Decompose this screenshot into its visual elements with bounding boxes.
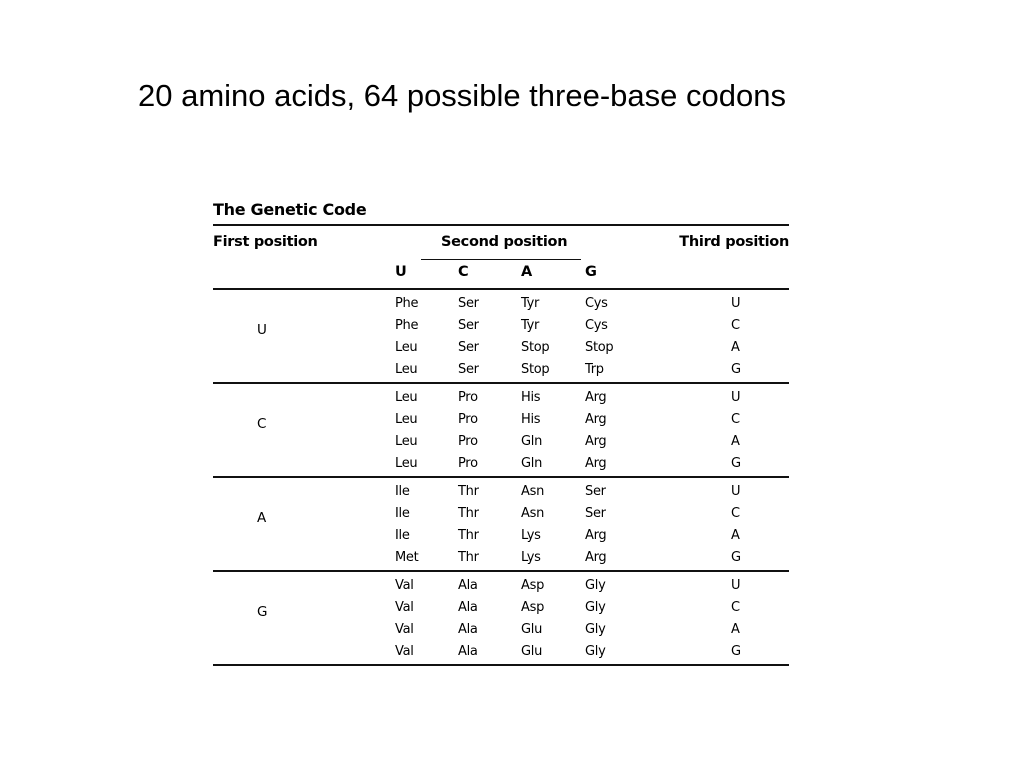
table-caption: The Genetic Code bbox=[213, 200, 367, 219]
third-position-cell: U bbox=[731, 578, 741, 593]
amino-acid-cell: Gln bbox=[521, 434, 543, 449]
amino-acid-cell: Ala bbox=[458, 600, 478, 615]
amino-acid-cell: Val bbox=[395, 600, 414, 615]
third-position-cell: A bbox=[731, 622, 740, 637]
amino-acid-cell: Asn bbox=[521, 484, 545, 499]
third-position-cell: U bbox=[731, 484, 741, 499]
amino-acid-cell: Ala bbox=[458, 644, 478, 659]
amino-acid-cell: Cys bbox=[585, 318, 608, 333]
third-position-cell: C bbox=[731, 600, 740, 615]
amino-acid-cell: His bbox=[521, 390, 541, 405]
amino-acid-cell: Gly bbox=[585, 578, 606, 593]
amino-acid-cell: Leu bbox=[395, 456, 418, 471]
amino-acid-cell: Asp bbox=[521, 578, 545, 593]
amino-acid-cell: Pro bbox=[458, 434, 478, 449]
amino-acid-cell: Cys bbox=[585, 296, 608, 311]
amino-acid-cell: Arg bbox=[585, 456, 607, 471]
third-position-cell: U bbox=[731, 296, 741, 311]
first-position-label: G bbox=[257, 604, 268, 620]
amino-acid-cell: Glu bbox=[521, 622, 543, 637]
amino-acid-cell: Ser bbox=[458, 296, 479, 311]
amino-acid-cell: Ala bbox=[458, 622, 478, 637]
third-position-cell: G bbox=[731, 362, 741, 377]
amino-acid-cell: Val bbox=[395, 622, 414, 637]
amino-acid-cell: Val bbox=[395, 578, 414, 593]
amino-acid-cell: Glu bbox=[521, 644, 543, 659]
codon-group bbox=[213, 478, 789, 572]
third-position-cell: C bbox=[731, 412, 740, 427]
amino-acid-cell: Ile bbox=[395, 528, 410, 543]
amino-acid-cell: Pro bbox=[458, 412, 478, 427]
amino-acid-cell: Ala bbox=[458, 578, 478, 593]
amino-acid-cell: Arg bbox=[585, 550, 607, 565]
amino-acid-cell: Ile bbox=[395, 484, 410, 499]
codon-group bbox=[213, 384, 789, 478]
amino-acid-cell: Ser bbox=[585, 484, 606, 499]
third-position-cell: G bbox=[731, 550, 741, 565]
amino-acid-cell: Thr bbox=[458, 528, 479, 543]
amino-acid-cell: Stop bbox=[585, 340, 614, 355]
third-position-cell: U bbox=[731, 390, 741, 405]
table-header bbox=[213, 226, 789, 288]
third-position-cell: C bbox=[731, 506, 740, 521]
amino-acid-cell: Thr bbox=[458, 506, 479, 521]
amino-acid-cell: Asn bbox=[521, 506, 545, 521]
amino-acid-cell: Stop bbox=[521, 340, 550, 355]
amino-acid-cell: Pro bbox=[458, 456, 478, 471]
slide-title: 20 amino acids, 64 possible three-base codons bbox=[138, 78, 786, 113]
second-base-c: C bbox=[458, 264, 469, 280]
amino-acid-cell: Arg bbox=[585, 434, 607, 449]
codon-group bbox=[213, 288, 789, 384]
amino-acid-cell: Stop bbox=[521, 362, 550, 377]
amino-acid-cell: Lys bbox=[521, 550, 541, 565]
amino-acid-cell: Arg bbox=[585, 528, 607, 543]
amino-acid-cell: Phe bbox=[395, 318, 419, 333]
amino-acid-cell: Leu bbox=[395, 340, 418, 355]
amino-acid-cell: Arg bbox=[585, 412, 607, 427]
amino-acid-cell: Thr bbox=[458, 550, 479, 565]
amino-acid-cell: Tyr bbox=[521, 296, 540, 311]
amino-acid-cell: Ser bbox=[458, 340, 479, 355]
amino-acid-cell: Leu bbox=[395, 412, 418, 427]
first-position-label: A bbox=[257, 510, 267, 526]
amino-acid-cell: Pro bbox=[458, 390, 478, 405]
amino-acid-cell: Leu bbox=[395, 362, 418, 377]
codon-group bbox=[213, 572, 789, 666]
amino-acid-cell: Ser bbox=[458, 318, 479, 333]
genetic-code-table bbox=[213, 198, 789, 666]
codon-groups bbox=[213, 288, 789, 666]
amino-acid-cell: Gly bbox=[585, 644, 606, 659]
amino-acid-cell: Leu bbox=[395, 434, 418, 449]
second-base-a: A bbox=[521, 264, 532, 280]
amino-acid-cell: Tyr bbox=[521, 318, 540, 333]
amino-acid-cell: Arg bbox=[585, 390, 607, 405]
amino-acid-cell: Leu bbox=[395, 390, 418, 405]
amino-acid-cell: Met bbox=[395, 550, 419, 565]
amino-acid-cell: Ile bbox=[395, 506, 410, 521]
third-position-header: Third position bbox=[679, 234, 789, 250]
second-base-g: G bbox=[585, 264, 597, 280]
amino-acid-cell: Thr bbox=[458, 484, 479, 499]
third-position-cell: A bbox=[731, 434, 740, 449]
amino-acid-cell: Trp bbox=[585, 362, 604, 377]
third-position-cell: A bbox=[731, 340, 740, 355]
second-position-header: Second position bbox=[441, 234, 568, 250]
third-position-cell: A bbox=[731, 528, 740, 543]
amino-acid-cell: Ser bbox=[585, 506, 606, 521]
amino-acid-cell: Gly bbox=[585, 600, 606, 615]
amino-acid-cell: His bbox=[521, 412, 541, 427]
first-position-header: First position bbox=[213, 234, 318, 250]
amino-acid-cell: Val bbox=[395, 644, 414, 659]
third-position-cell: G bbox=[731, 456, 741, 471]
amino-acid-cell: Phe bbox=[395, 296, 419, 311]
amino-acid-cell: Gly bbox=[585, 622, 606, 637]
amino-acid-cell: Gln bbox=[521, 456, 543, 471]
amino-acid-cell: Ser bbox=[458, 362, 479, 377]
amino-acid-cell: Asp bbox=[521, 600, 545, 615]
second-position-underline bbox=[421, 259, 581, 260]
amino-acid-cell: Lys bbox=[521, 528, 541, 543]
third-position-cell: C bbox=[731, 318, 740, 333]
first-position-label: U bbox=[257, 322, 267, 338]
first-position-label: C bbox=[257, 416, 267, 432]
second-base-u: U bbox=[395, 264, 407, 280]
third-position-cell: G bbox=[731, 644, 741, 659]
